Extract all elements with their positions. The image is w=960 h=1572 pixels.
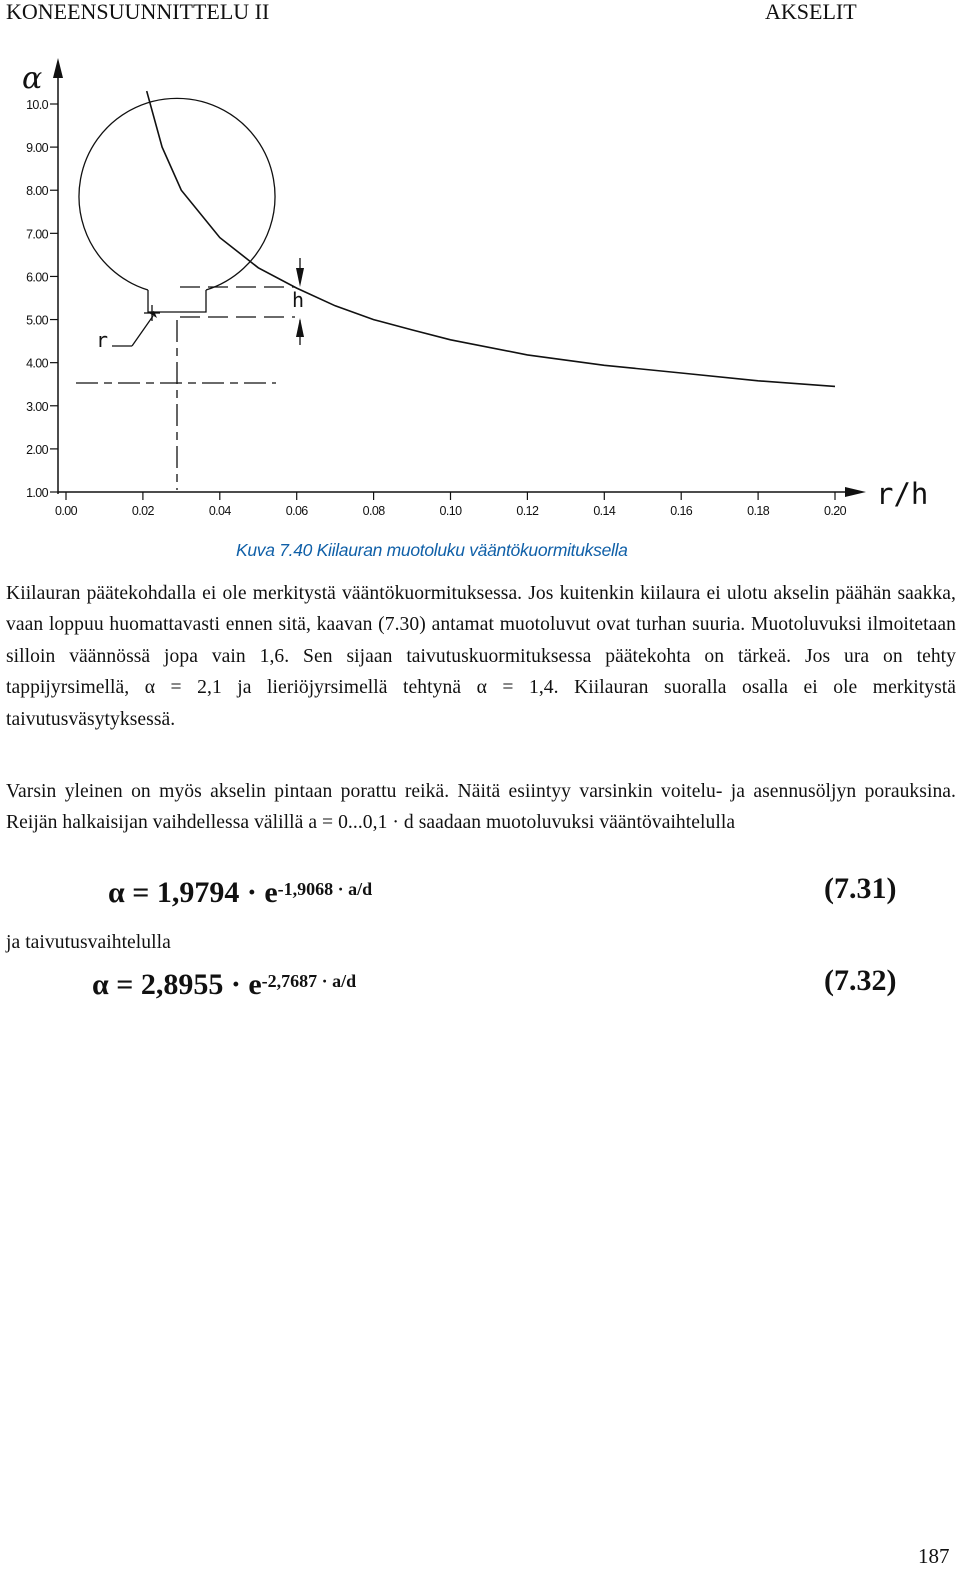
- stress-concentration-chart: [0, 40, 960, 550]
- equation-bending-main: α = 2,8955 · e: [92, 968, 262, 1001]
- y-tick-label: 6.00: [26, 270, 48, 285]
- header-left: KONEENSUUNNITTELU II: [6, 0, 270, 24]
- paragraph-drilled-hole: Varsin yleinen on myös akselin pintaan porattu reikä. Näitä esiintyy varsinkin voitelu- ja asennusöljyn porauksina. Reijän halkaisijan vaihdellessa välillä a = 0...0,1 · d saadaan muotoluvuksi vääntövaihtelulla: [6, 781, 956, 834]
- shaft-outline: [79, 98, 275, 290]
- x-tick-label: 0.20: [824, 504, 846, 518]
- series-curve: [147, 91, 835, 386]
- x-tick-label: 0.16: [670, 504, 693, 518]
- y-tick-label: 5.00: [26, 313, 48, 328]
- x-tick-label: 0.14: [593, 504, 616, 518]
- h-arrow-bottom: [296, 318, 304, 337]
- y-tick-label: 8.00: [26, 184, 48, 199]
- equation-bending-exponent: -2,7687 · a/d: [261, 971, 357, 991]
- header-right: AKSELIT: [765, 0, 857, 24]
- equation-torsion-exponent: -1,9068 · a/d: [277, 879, 373, 899]
- x-tick-label: 0.18: [747, 504, 770, 518]
- y-tick-label: 9.00: [26, 141, 48, 156]
- equation-number-731: (7.31): [824, 872, 897, 905]
- h-label: h: [292, 288, 305, 312]
- equation-torsion: [108, 876, 372, 910]
- y-axis-label: α: [22, 61, 43, 96]
- x-tick-label: 0.00: [55, 504, 77, 518]
- y-axis-arrow: [53, 58, 63, 78]
- x-tick-label: 0.02: [131, 504, 154, 518]
- x-tick-label: 0.04: [208, 504, 231, 518]
- keyway-outline: [148, 290, 206, 312]
- x-ticks: [55, 492, 847, 518]
- keyway-diagram: [76, 98, 304, 490]
- paragraph-keyway-end: Kiilauran päätekohdalla ei ole merkitystä vääntökuormituksessa. Jos kuitenkin kiilaura ei ulotu akselin päähän saakka, vaan loppuu huomattavasti ennen sitä, kaavan (7.30) antamat muotoluvut ovat turhan suuria. Muotoluvuksi ilmoitetaan silloin väännössä jopa vain 1,6. Sen sijaan taivutuskuormituksessa päätekohta on tärkeä. Jos ura on tehty tappijyrsimellä, α = 2,1 ja lieriöjyrsimellä tehtynä α = 1,4. Kiilauran suoralla osalla ei ole merkitystä taivutusväsytyksessä.: [6, 583, 956, 730]
- y-tick-label: 3.00: [26, 399, 48, 414]
- x-tick-label: 0.12: [516, 504, 539, 518]
- y-tick-label: 4.00: [26, 356, 48, 371]
- r-leader-diagonal: [132, 316, 153, 346]
- x-tick-label: 0.10: [439, 504, 462, 518]
- r-label: r: [96, 328, 109, 352]
- y-tick-label: 7.00: [26, 227, 48, 242]
- x-axis-label: r/h: [876, 477, 929, 511]
- h-arrow-top: [296, 268, 304, 287]
- equation-bending: [92, 968, 356, 1002]
- x-tick-label: 0.06: [285, 504, 308, 518]
- paragraph-bending: ja taivutusvaihtelulla: [6, 932, 171, 953]
- equation-number-732: (7.32): [824, 964, 897, 997]
- y-tick-label: 10.0: [26, 98, 48, 112]
- y-ticks: [26, 98, 58, 500]
- y-tick-label: 2.00: [26, 442, 48, 457]
- figure-caption: Kuva 7.40 Kiilauran muotoluku vääntökuormituksella: [236, 540, 628, 560]
- equation-torsion-main: α = 1,9794 · e: [108, 876, 278, 909]
- x-axis-arrow: [845, 487, 866, 497]
- x-tick-label: 0.08: [362, 504, 385, 518]
- page-number: 187: [918, 1544, 950, 1568]
- y-tick-label: 1.00: [26, 486, 48, 500]
